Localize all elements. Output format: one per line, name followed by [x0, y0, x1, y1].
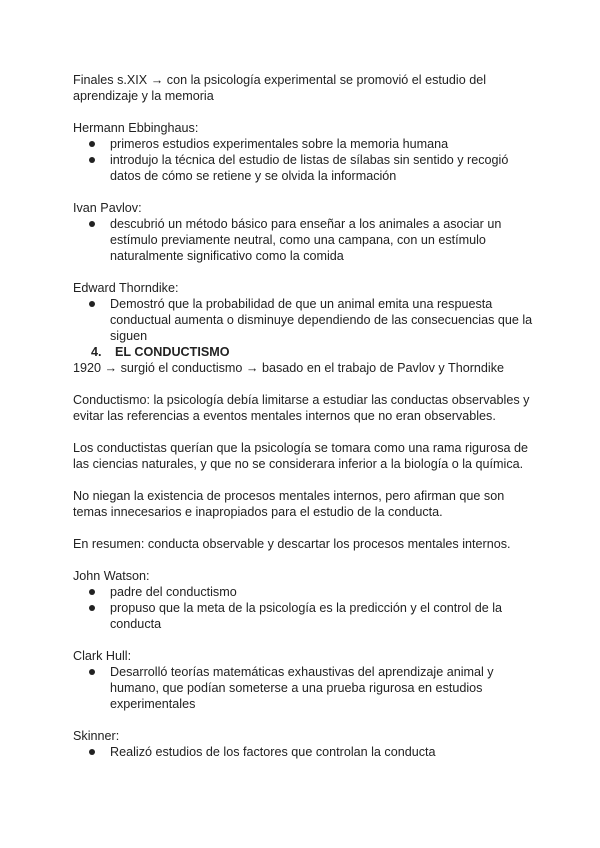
list-item: Demostró que la probabilidad de que un animal emita una respuesta conductual aumenta o disminuye dependiendo de las consecuencias que la siguen — [73, 296, 533, 344]
document-page — [73, 72, 533, 760]
definition-paragraph: Conductismo: la psicología debía limitarse a estudiar las conductas observables y evitar las referencias a eventos mentales internos que no eran observables. — [73, 393, 530, 423]
list-item: propuso que la meta de la psicología es la predicción y el control de la conducta — [73, 600, 533, 632]
denial-paragraph: No niegan la existencia de procesos mentales internos, pero afirman que son temas innecesarios e inapropiados para el estudio de la conducta. — [73, 489, 505, 519]
author-skinner: Skinner: — [73, 729, 120, 743]
list-item: introdujo la técnica del estudio de listas de sílabas sin sentido y recogió datos de cómo se retiene y se olvida la información — [73, 152, 533, 184]
ebbinghaus-list — [73, 136, 533, 184]
bullet-icon — [89, 589, 95, 595]
bullet-icon — [89, 141, 95, 147]
watson-list — [73, 584, 533, 632]
bullet-icon — [89, 157, 95, 163]
list-item: Desarrolló teorías matemáticas exhaustivas del aprendizaje animal y humano, que podían someterse a una prueba rigurosa en estudios experimentales — [73, 664, 533, 712]
list-item: descubrió un método básico para enseñar a los animales a asociar un estímulo previamente neutral, como una campana, con un estímulo naturalmente significativo como la comida — [73, 216, 533, 264]
pavlov-list — [73, 216, 533, 264]
bullet-icon — [89, 301, 95, 307]
thorndike-list — [73, 296, 533, 344]
summary-paragraph: En resumen: conducta observable y descartar los procesos mentales internos. — [73, 537, 511, 551]
goal-paragraph: Los conductistas querían que la psicología se tomara como una rama rigurosa de las ciencias naturales, y que no se considerara inferior a la biología o la química. — [73, 441, 529, 471]
list-item: primeros estudios experimentales sobre la memoria humana — [73, 136, 533, 152]
bullet-icon — [89, 221, 95, 227]
intro-paragraph: Finales s.XIX → con la psicología experimental se promovió el estudio del aprendizaje y la memoria — [73, 73, 487, 103]
author-ebbinghaus: Hermann Ebbinghaus: — [73, 121, 199, 135]
bullet-icon — [89, 749, 95, 755]
section-title: EL CONDUCTISMO — [115, 345, 230, 359]
author-thorndike: Edward Thorndike: — [73, 281, 179, 295]
author-hull: Clark Hull: — [73, 649, 132, 663]
bullet-icon — [89, 605, 95, 611]
author-watson: John Watson: — [73, 569, 150, 583]
hull-list — [73, 664, 533, 712]
list-item: padre del conductismo — [73, 584, 533, 600]
author-pavlov: Ivan Pavlov: — [73, 201, 142, 215]
section-heading — [73, 344, 533, 360]
section-number: 4. — [91, 345, 102, 359]
bullet-icon — [89, 669, 95, 675]
skinner-list — [73, 744, 533, 760]
list-item: Realizó estudios de los factores que controlan la conducta — [73, 744, 533, 760]
origin-paragraph: 1920 → surgió el conductismo → basado en el trabajo de Pavlov y Thorndike — [73, 361, 505, 375]
